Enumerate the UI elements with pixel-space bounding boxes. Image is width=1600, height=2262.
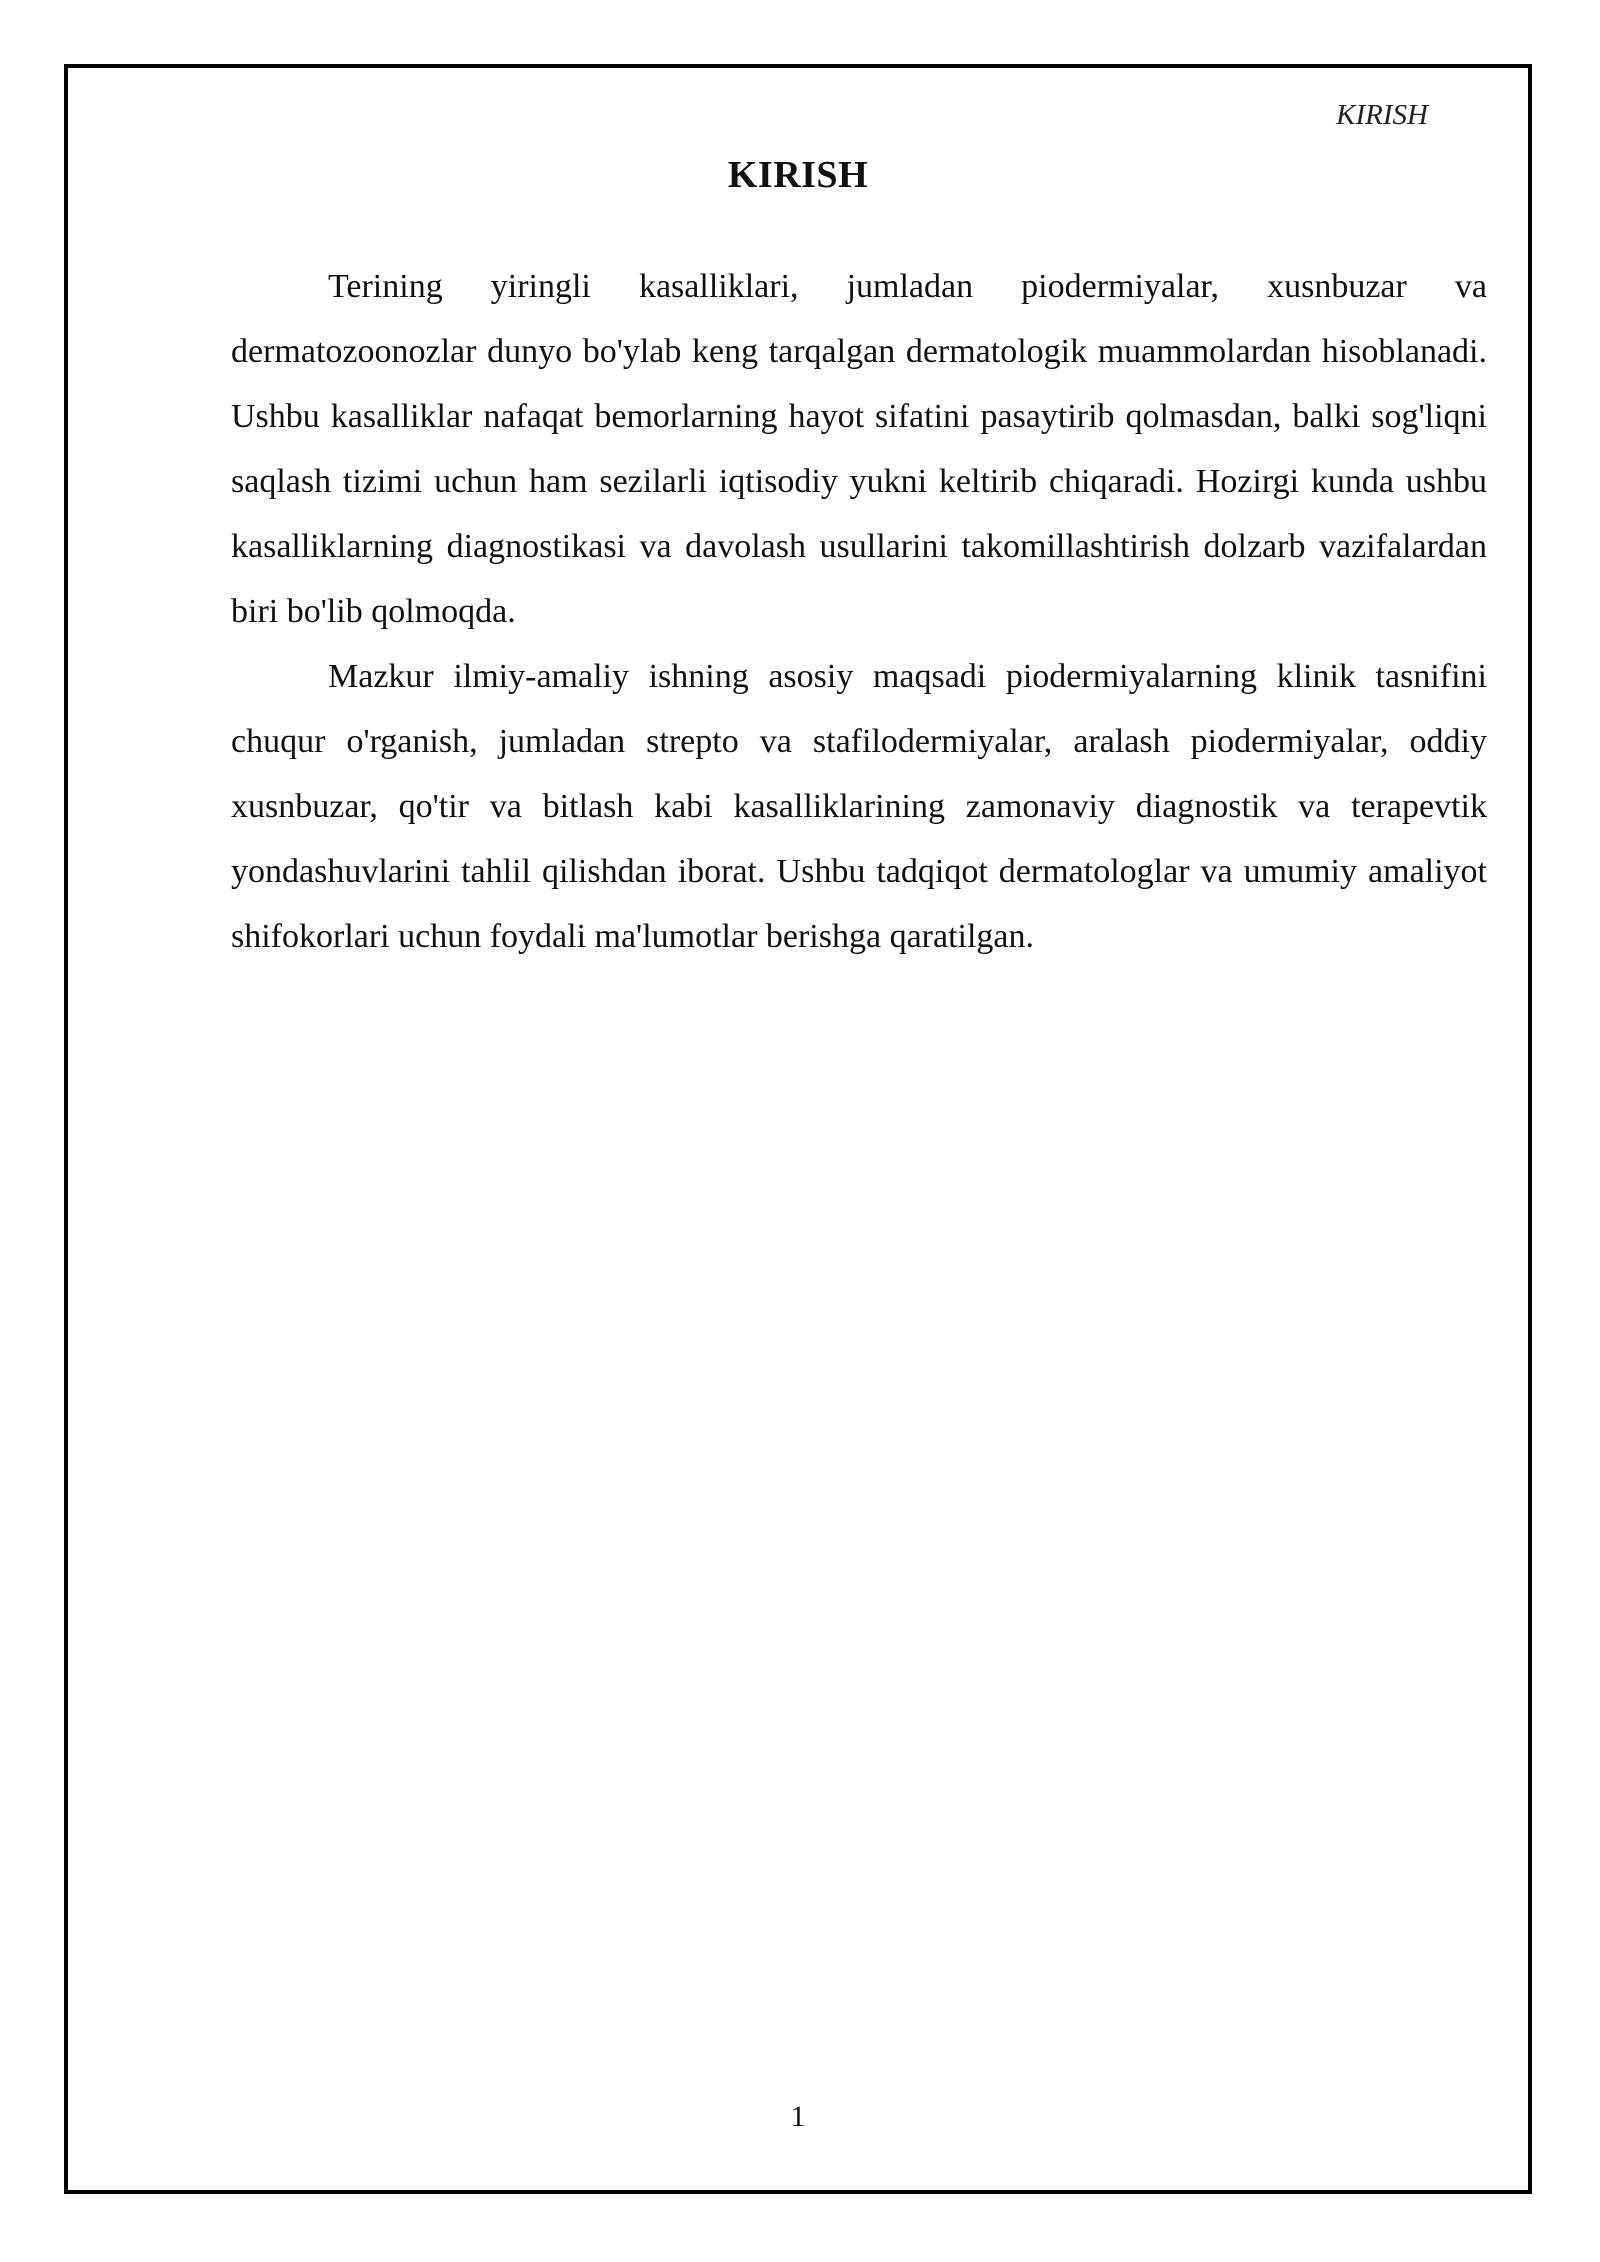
paragraph-2: Mazkur ilmiy-amaliy ishning asosiy maqsadi piodermiyalarning klinik tasnifini chuqur o'rganish, jumladan strepto va stafilodermiyalar, aralash piodermiyalar, oddiy xusnbuzar, qo'tir va bitlash kabi kasalliklarining zamonaviy diagnostik va terapevtik yondashuvlarini tahlil qilishdan iborat. Ushbu tadqiqot dermatologlar va umumiy amaliyot shifokorlari uchun foydali ma'lumotlar berishga qaratilgan.	[231, 658, 1487, 955]
running-header: KIRISH	[1336, 99, 1428, 131]
paragraph-1: Terining yiringli kasalliklari, jumladan piodermiyalar, xusnbuzar va dermatozoonozlar dunyo bo'ylab keng tarqalgan dermatologik muammolardan hisoblanadi. Ushbu kasalliklar nafaqat bemorlarning hayot sifatini pasaytirib qolmasdan, balki sog'liqni saqlash tizimi uchun ham sezilarli iqtisodiy yukni keltirib chiqaradi. Hozirgi kunda ushbu kasalliklarning diagnostikasi va davolash usullarini takomillashtirish dolzarb vazifalardan biri bo'lib qolmoqda.	[231, 268, 1487, 630]
section-heading: KIRISH	[727, 154, 869, 196]
body-text	[231, 254, 1487, 969]
page-frame	[64, 64, 1532, 2194]
page-number: 1	[790, 2100, 806, 2133]
